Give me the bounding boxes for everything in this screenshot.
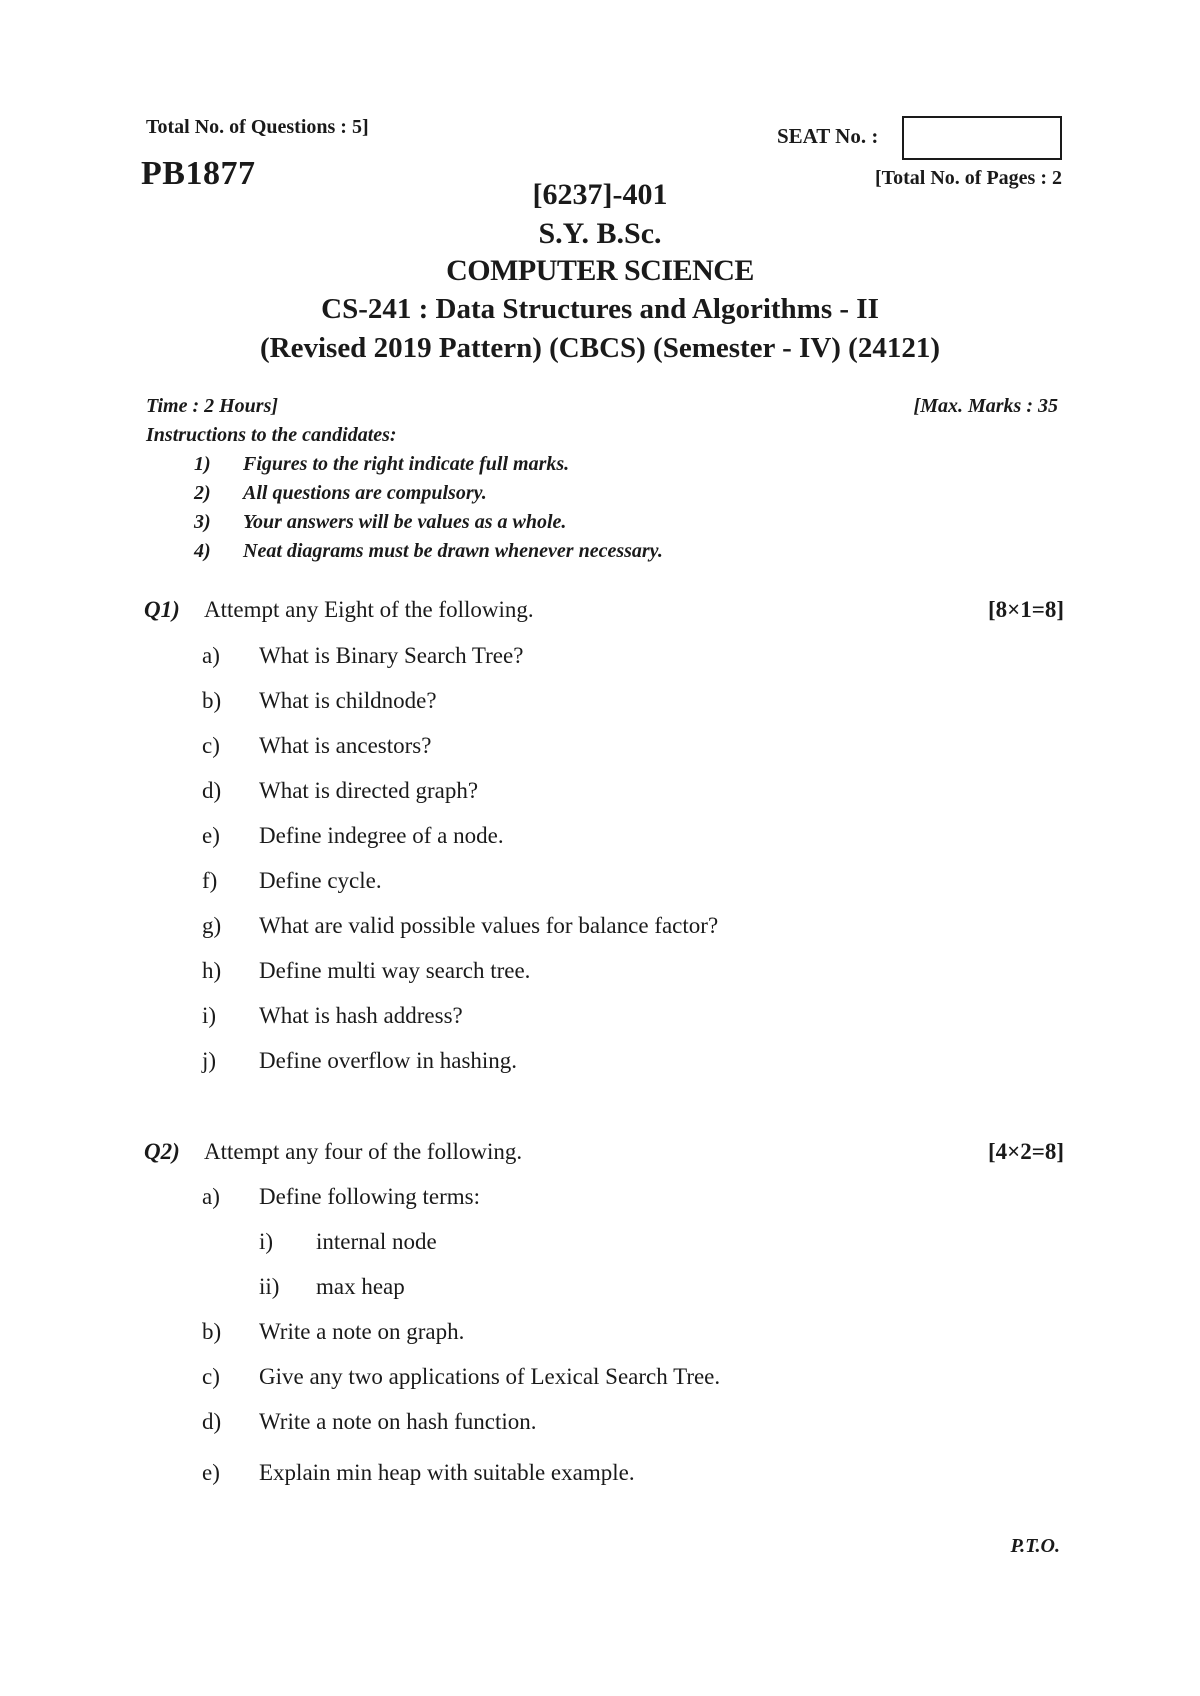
item-label: e) [202, 1460, 220, 1485]
instruction-number: 3) [194, 511, 211, 533]
question-text: Attempt any Eight of the following. [204, 597, 534, 622]
instructions-heading: Instructions to the candidates: [146, 424, 397, 446]
question-marks: [4×2=8] [987, 1139, 1064, 1164]
sub-item-text: max heap [316, 1274, 405, 1299]
item-label: b) [202, 1319, 222, 1344]
item-text: What is childnode? [259, 688, 437, 713]
item-label: f) [202, 868, 218, 893]
course-name: S.Y. B.Sc. [538, 217, 662, 250]
time-limit: Time : 2 Hours] [146, 395, 279, 417]
item-label: a) [202, 643, 220, 668]
instruction-number: 4) [194, 540, 211, 562]
item-label: i) [202, 1003, 217, 1028]
question-number: Q2) [144, 1139, 180, 1164]
item-text: What are valid possible values for balance factor? [259, 913, 719, 938]
item-label: d) [202, 1409, 222, 1434]
max-marks: [Max. Marks : 35 [913, 395, 1058, 417]
question-number: Q1) [144, 597, 180, 622]
item-text: Define overflow in hashing. [259, 1048, 518, 1073]
item-text: What is ancestors? [259, 733, 432, 758]
please-turn-over: P.T.O. [1010, 1535, 1060, 1557]
item-label: h) [202, 958, 222, 983]
item-label: e) [202, 823, 220, 848]
item-text: Define following terms: [259, 1184, 481, 1209]
question-marks: [8×1=8] [987, 597, 1064, 622]
pattern-info: (Revised 2019 Pattern) (CBCS) (Semester - IV) (24121) [260, 332, 940, 364]
item-label: j) [202, 1048, 217, 1073]
sub-item-label: ii) [259, 1274, 280, 1299]
item-text: Give any two applications of Lexical Search Tree. [259, 1364, 721, 1389]
instruction-text: Your answers will be values as a whole. [243, 511, 567, 533]
question-text: Attempt any four of the following. [204, 1139, 523, 1164]
item-label: a) [202, 1184, 220, 1209]
item-label: b) [202, 688, 222, 713]
seat-number-box [902, 116, 1062, 160]
item-label: d) [202, 778, 222, 803]
paper-code: PB1877 [141, 155, 256, 192]
item-text: Define cycle. [259, 868, 382, 893]
item-text: What is Binary Search Tree? [259, 643, 524, 668]
item-text: Explain min heap with suitable example. [259, 1460, 635, 1485]
item-text: Define indegree of a node. [259, 823, 504, 848]
item-text: What is directed graph? [259, 778, 479, 803]
item-label: g) [202, 913, 222, 938]
instruction-number: 1) [194, 453, 211, 475]
total-pages: [Total No. of Pages : 2 [874, 167, 1062, 189]
sub-item-label: i) [259, 1229, 274, 1254]
instruction-text: Figures to the right indicate full marks. [243, 453, 570, 475]
paper-title: CS-241 : Data Structures and Algorithms - II [321, 293, 879, 325]
sub-item-text: internal node [316, 1229, 437, 1254]
seat-number-label: SEAT No. : [777, 124, 879, 148]
item-text: Write a note on graph. [259, 1319, 465, 1344]
item-label: c) [202, 1364, 220, 1389]
instruction-number: 2) [194, 482, 211, 504]
total-questions: Total No. of Questions : 5] [146, 116, 369, 138]
item-text: Define multi way search tree. [259, 958, 531, 983]
item-label: c) [202, 733, 220, 758]
exam-code: [6237]-401 [532, 178, 668, 211]
subject-name: COMPUTER SCIENCE [446, 254, 754, 287]
instruction-text: Neat diagrams must be drawn whenever necessary. [243, 540, 663, 562]
item-text: What is hash address? [259, 1003, 463, 1028]
instruction-text: All questions are compulsory. [243, 482, 487, 504]
item-text: Write a note on hash function. [259, 1409, 537, 1434]
